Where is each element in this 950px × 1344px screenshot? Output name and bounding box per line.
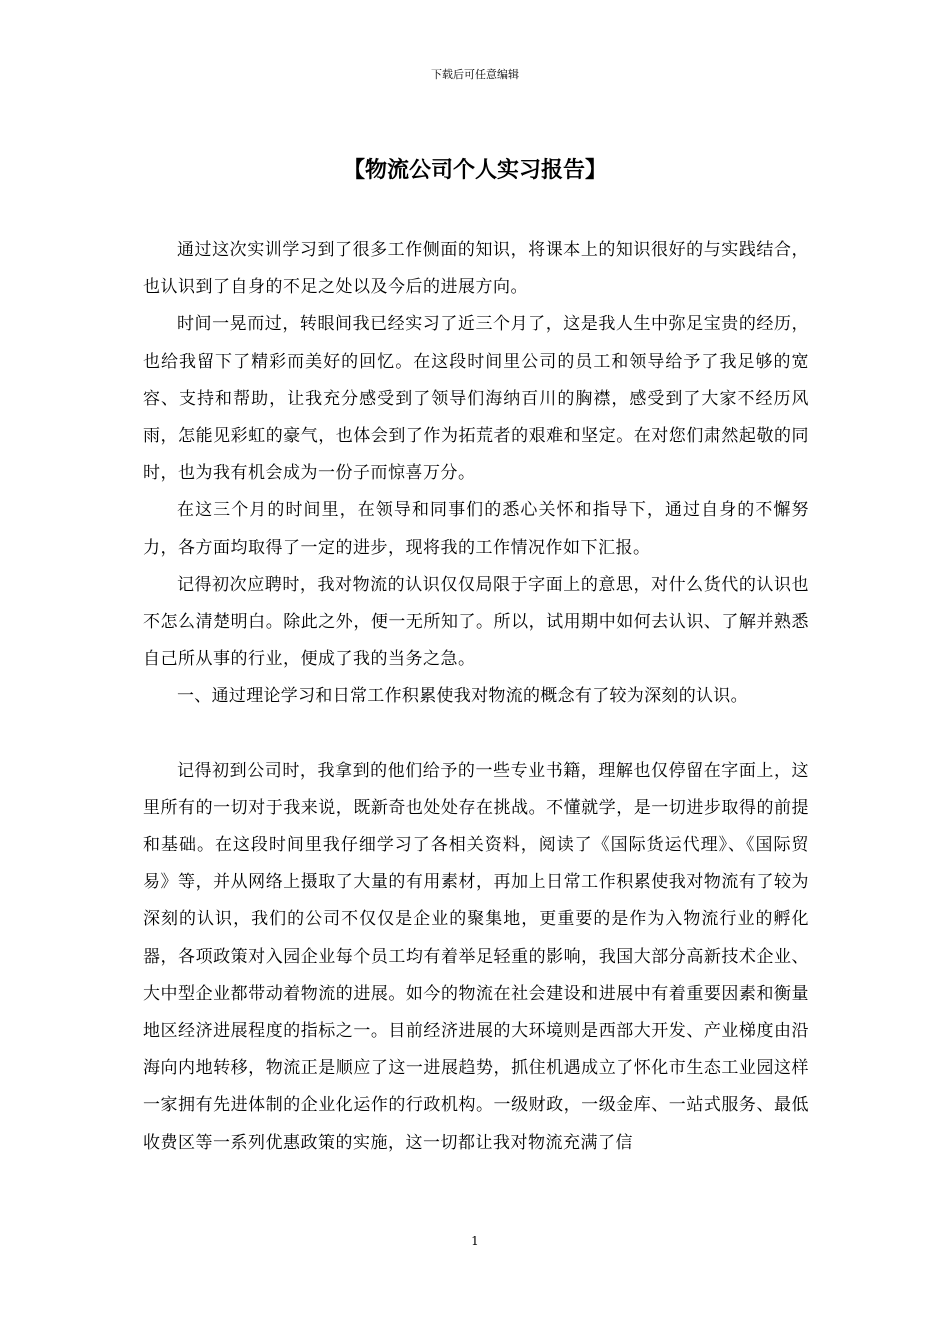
- paragraph-first-impression: 记得初次应聘时，我对物流的认识仅仅局限于字面上的意思，对什么货代的认识也不怎么清楚明白。除此之外，便一无所知了。所以，试用期中如何去认识、了解并熟悉自己所从事的行业，便成了我的当务之急。: [143, 574, 809, 670]
- paragraph-progress: 在这三个月的时间里，在领导和同事们的悉心关怀和指导下，通过自身的不懈努力，各方面均取得了一定的进步，现将我的工作情况作如下汇报。: [143, 500, 809, 558]
- document-title: 【物流公司个人实习报告】: [342, 157, 607, 183]
- paragraph-reflection: 时间一晃而过，转眼间我已经实习了近三个月了，这是我人生中弥足宝贵的经历，也给我留下了精彩而美好的回忆。在这段时间里公司的员工和领导给予了我足够的宽容、支持和帮助，让我充分感受到了领导们海纳百川的胸襟，感受到了大家不经历风雨，怎能见彩虹的豪气，也体会到了作为拓荒者的艰难和坚定。在对您们肃然起敬的同时，也为我有机会成为一份子而惊喜万分。: [143, 314, 809, 484]
- paragraph-intro: 通过这次实训学习到了很多工作侧面的知识，将课本上的知识很好的与实践结合，也认识到了自身的不足之处以及今后的进展方向。: [143, 240, 809, 298]
- page-number: 1: [471, 1234, 479, 1248]
- document-body: [143, 232, 809, 1162]
- paragraph-learning: 记得初到公司时，我拿到的他们给予的一些专业书籍，理解也仅停留在字面上，这里所有的一切对于我来说，既新奇也处处存在挑战。不懂就学，是一切进步取得的前提和基础。在这段时间里我仔细学习了各相关资料，阅读了《国际货运代理》、《国际贸易》等，并从网络上摄取了大量的有用素材，再加上日常工作积累使我对物流有了较为深刻的认识，我们的公司不仅仅是企业的聚集地，更重要的是作为入物流行业的孵化器，各项政策对入园企业每个员工均有着举足轻重的影响，我国大部分高新技术企业、大中型企业都带动着物流的进展。如今的物流在社会建设和进展中有着重要因素和衡量地区经济进展程度的指标之一。目前经济进展的大环境则是西部大开发、产业梯度由沿海向内地转移，物流正是顺应了这一进展趋势，抓住机遇成立了怀化市生态工业园这样一家拥有先进体制的企业化运作的行政机构。一级财政，一级金库、一站式服务、最低收费区等一系列优惠政策的实施，这一切都让我对物流充满了信: [143, 760, 809, 1153]
- header-note: 下载后可任意编辑: [431, 68, 519, 81]
- section-heading-one: 一、通过理论学习和日常工作积累使我对物流的概念有了较为深刻的认识。: [177, 686, 748, 707]
